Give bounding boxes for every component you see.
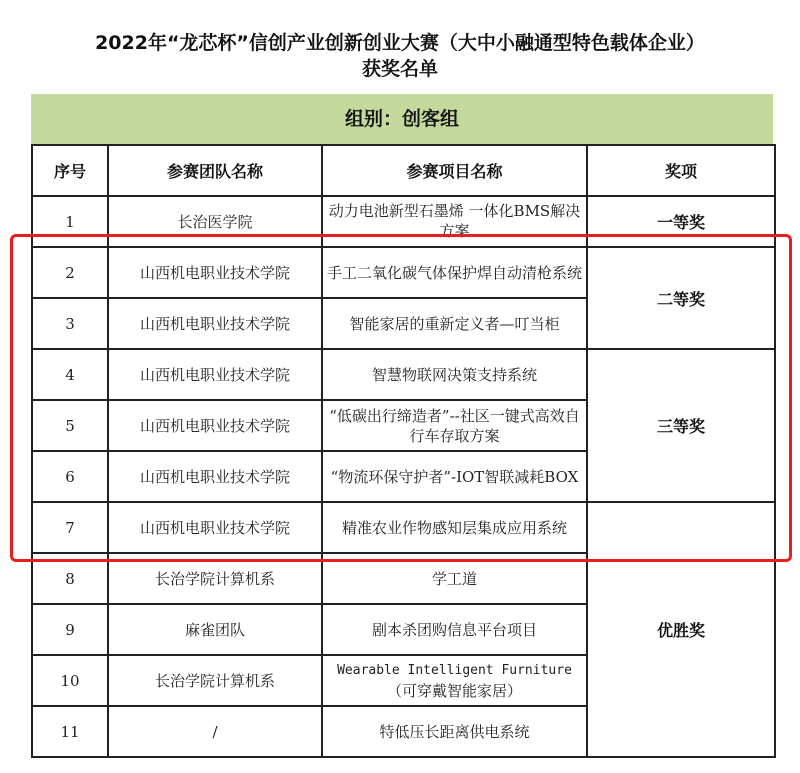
row-no: 2: [32, 247, 108, 298]
row-project-line2: （可穿戴智能家居）: [386, 681, 522, 700]
table-row: [32, 247, 775, 298]
row-team: 山西机电职业技术学院: [108, 451, 322, 502]
row-project: 智慧物联网决策支持系统: [322, 349, 587, 400]
row-team: 长治学院计算机系: [108, 655, 322, 706]
awards-table: [31, 144, 776, 758]
row-no: 9: [32, 604, 108, 655]
award-third: 三等奖: [587, 349, 775, 502]
table-row: [32, 502, 775, 553]
row-project: 学工道: [322, 553, 587, 604]
row-project: “低碳出行缔造者”--社区一键式高效自行车存取方案: [322, 400, 587, 451]
row-no: 7: [32, 502, 108, 553]
row-project: 智能家居的重新定义者—叮当柜: [322, 298, 587, 349]
row-project: 剧本杀团购信息平台项目: [322, 604, 587, 655]
row-project: [322, 655, 587, 706]
award-first: 一等奖: [587, 196, 775, 247]
row-team: 长治医学院: [108, 196, 322, 247]
row-team: 山西机电职业技术学院: [108, 502, 322, 553]
row-no: 4: [32, 349, 108, 400]
table-row: [32, 196, 775, 247]
header-team: 参赛团队名称: [108, 145, 322, 196]
row-project-line1: Wearable Intelligent Furniture: [337, 662, 572, 678]
row-no: 3: [32, 298, 108, 349]
row-team: 山西机电职业技术学院: [108, 298, 322, 349]
header-award: 奖项: [587, 145, 775, 196]
row-project: 特低压长距离供电系统: [322, 706, 587, 757]
row-no: 6: [32, 451, 108, 502]
row-no: 5: [32, 400, 108, 451]
award-second: 二等奖: [587, 247, 775, 349]
row-team: /: [108, 706, 322, 757]
header-no: 序号: [32, 145, 108, 196]
row-project: [322, 196, 587, 247]
award-merit: 优胜奖: [587, 502, 775, 757]
row-team: 山西机电职业技术学院: [108, 247, 322, 298]
row-team: 山西机电职业技术学院: [108, 349, 322, 400]
row-project-text: 动力电池新型石墨烯 一体化BMS解决方案: [328, 202, 581, 240]
document-title: 2022年“龙芯杯”信创产业创新创业大赛（大中小融通型特色载体企业）: [95, 32, 705, 54]
table-header-row: [32, 145, 775, 196]
group-banner: 组别：创客组: [31, 94, 773, 144]
row-project: 手工二氧化碳气体保护焊自动清枪系统: [322, 247, 587, 298]
row-no: 1: [32, 196, 108, 247]
header-project: 参赛项目名称: [322, 145, 587, 196]
table-row: [32, 349, 775, 400]
row-no: 8: [32, 553, 108, 604]
row-no: 10: [32, 655, 108, 706]
row-team: 麻雀团队: [108, 604, 322, 655]
row-project: 精准农业作物感知层集成应用系统: [322, 502, 587, 553]
row-team: 山西机电职业技术学院: [108, 400, 322, 451]
row-no: 11: [32, 706, 108, 757]
document-subtitle: 获奖名单: [361, 58, 438, 80]
row-project: “物流环保守护者”-IOT智联减耗BOX: [322, 451, 587, 502]
row-team: 长治学院计算机系: [108, 553, 322, 604]
